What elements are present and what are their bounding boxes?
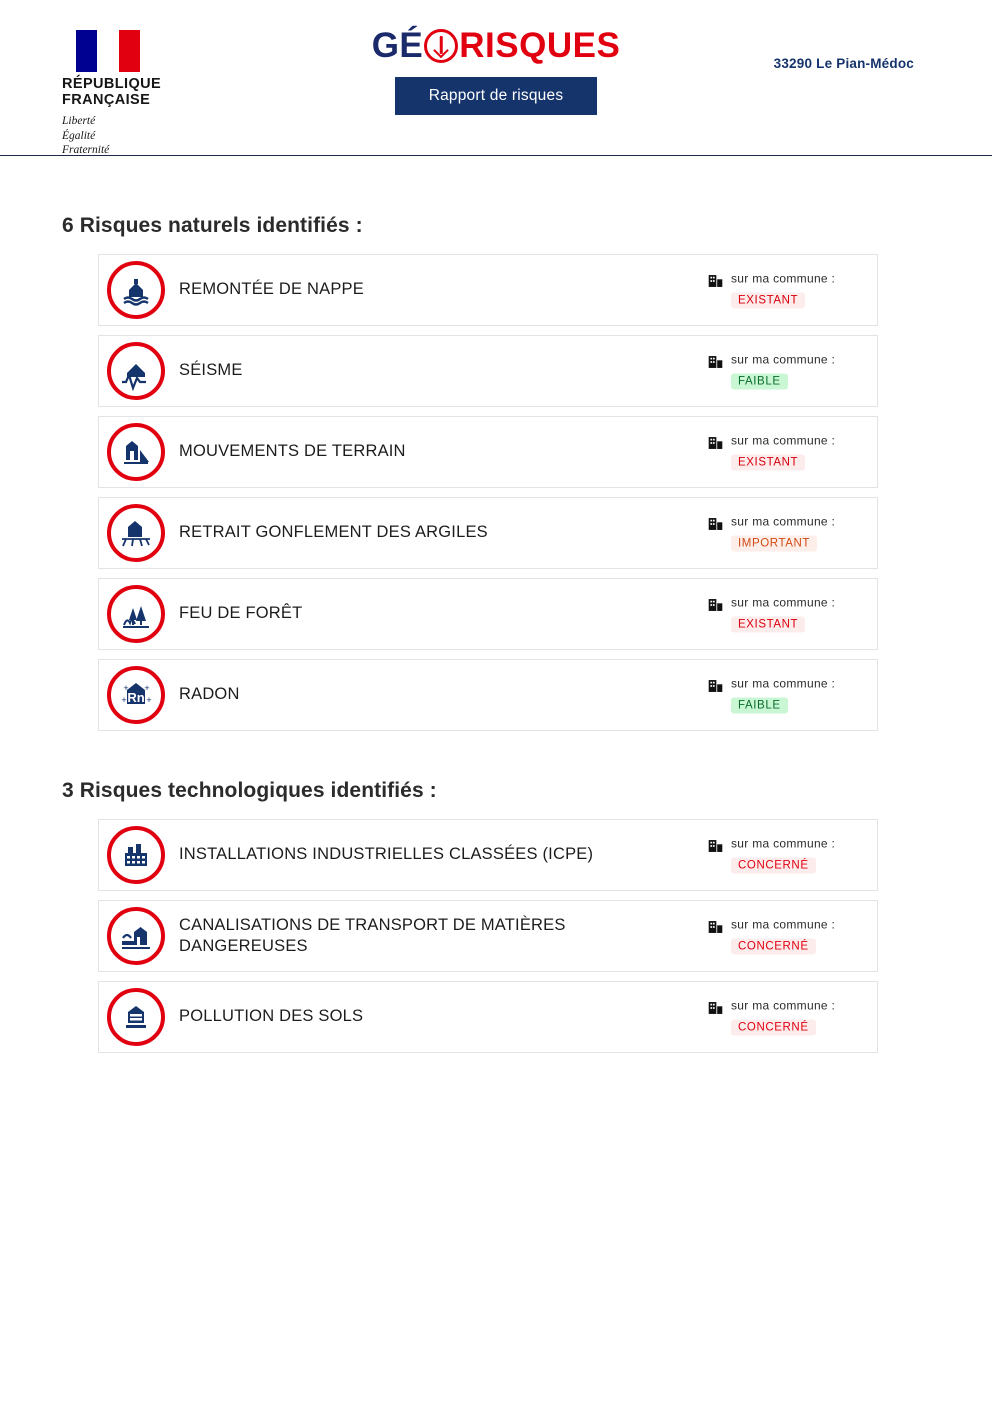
svg-text:+: + [146,695,152,705]
risk-scope-label: sur ma commune : [731,271,836,286]
section-title-technological-risks: 3 Risques technologiques identifiés : [62,779,437,802]
commune-building-icon [707,273,724,290]
commune-building-icon [707,838,724,855]
status-badge: FAIBLE [731,698,788,714]
status-badge: EXISTANT [731,293,805,309]
risk-scope-label: sur ma commune : [731,514,836,529]
risk-scope-label: sur ma commune : [731,433,836,448]
republique-line-2: FRANÇAISE [62,92,151,109]
status-badge: IMPORTANT [731,536,817,552]
risk-label: REMONTÉE DE NAPPE [179,280,364,299]
georisques-logo-icon [424,29,458,63]
report-content [0,214,992,1053]
risk-status [707,272,835,309]
risk-status [707,515,835,552]
risk-row[interactable] [98,416,878,488]
status-badge: EXISTANT [731,617,805,633]
radon-icon [107,666,165,724]
installations-industrielles-icon [107,826,165,884]
mouvements-de-terrain-icon [107,423,165,481]
risk-label: RETRAIT GONFLEMENT DES ARGILES [179,523,488,542]
canalisations-transport-icon [107,907,165,965]
remontee-de-nappe-icon [107,261,165,319]
report-title-banner: Rapport de risques [395,77,598,115]
pollution-des-sols-icon [107,988,165,1046]
risk-label: CANALISATIONS DE TRANSPORT DE MATIÈRES DANGEREUSES [179,915,566,955]
risk-scope-label: sur ma commune : [731,676,836,691]
risk-status [707,999,835,1036]
motto-fraternite: Fraternité [62,144,110,157]
risk-label: SÉISME [179,361,243,380]
svg-text:+: + [121,695,127,705]
commune-building-icon [707,354,724,371]
section-title-natural-risks: 6 Risques naturels identifiés : [62,214,363,237]
brand-title [372,28,621,63]
seisme-icon [107,342,165,400]
status-badge: FAIBLE [731,374,788,390]
commune-building-icon [707,1000,724,1017]
risk-status [707,596,835,633]
status-badge: CONCERNÉ [731,939,816,955]
page-header [0,0,992,156]
risk-scope-label: sur ma commune : [731,998,836,1013]
risk-row[interactable] [98,578,878,650]
commune-building-icon [707,597,724,614]
risk-scope-label: sur ma commune : [731,917,836,932]
risk-row[interactable] [98,659,878,731]
risk-scope-label: sur ma commune : [731,595,836,610]
technological-risks-list [98,819,878,1053]
republique-motto [62,114,212,157]
svg-text:+: + [123,683,129,693]
motto-egalite: Égalité [62,129,96,142]
brand-title-risques: RISQUES [459,26,621,65]
georisques-brand [0,28,992,115]
republique-line-1: RÉPUBLIQUE [62,76,162,92]
risk-row[interactable] [98,981,878,1053]
commune-label: 33290 Le Pian-Médoc [773,56,914,71]
risk-row[interactable] [98,254,878,326]
risk-status [707,677,835,714]
risk-status [707,837,835,874]
commune-building-icon [707,435,724,452]
risk-scope-label: sur ma commune : [731,836,836,851]
risk-row[interactable] [98,819,878,891]
retrait-gonflement-argiles-icon [107,504,165,562]
brand-title-ge: GÉ [371,26,424,65]
risk-row[interactable] [98,335,878,407]
risk-row[interactable] [98,497,878,569]
status-badge: CONCERNÉ [731,858,816,874]
risk-status [707,918,835,955]
risk-label: INSTALLATIONS INDUSTRIELLES CLASSÉES (ICPE) [179,845,594,864]
risk-scope-label: sur ma commune : [731,352,836,367]
risk-label: RADON [179,685,240,704]
commune-building-icon [707,678,724,695]
risk-label: MOUVEMENTS DE TERRAIN [179,442,406,461]
svg-text:+: + [144,683,150,693]
risk-status [707,434,835,471]
natural-risks-list [98,254,878,731]
risk-label: POLLUTION DES SOLS [179,1007,364,1026]
commune-building-icon [707,919,724,936]
motto-liberte: Liberté [62,115,96,128]
status-badge: EXISTANT [731,455,805,471]
commune-building-icon [707,516,724,533]
feu-de-foret-icon [107,585,165,643]
status-badge: CONCERNÉ [731,1020,816,1036]
risk-status [707,353,835,390]
svg-text:Rn: Rn [127,690,145,705]
risk-row[interactable] [98,900,878,972]
risk-label: FEU DE FORÊT [179,604,303,623]
